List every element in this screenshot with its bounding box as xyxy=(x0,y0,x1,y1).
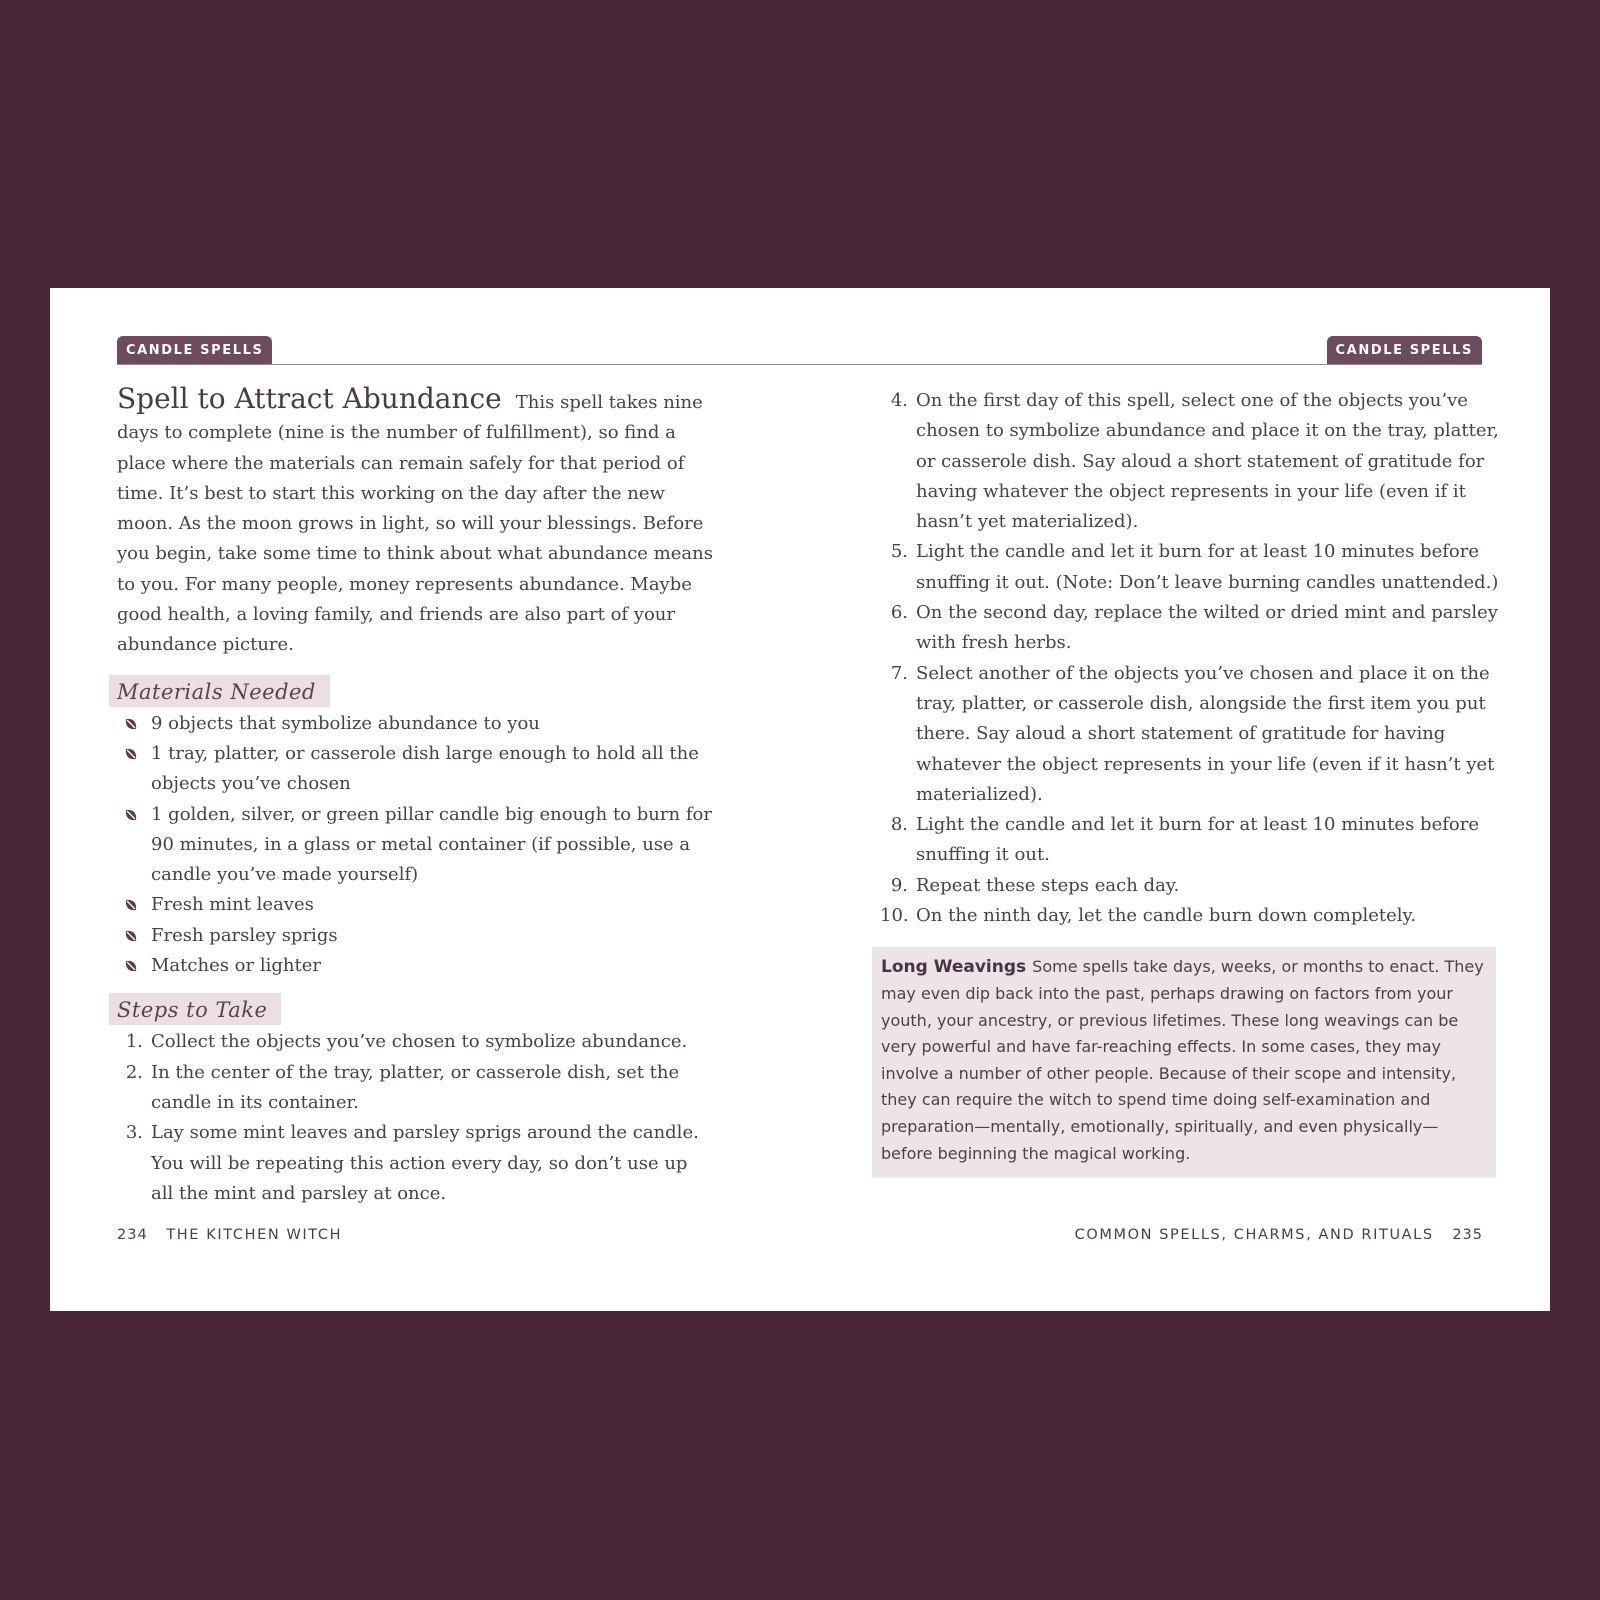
footer-left xyxy=(117,1227,342,1243)
step-number: 8. xyxy=(890,814,908,836)
leaf-icon xyxy=(124,929,138,943)
leaf-icon xyxy=(124,959,138,973)
step-number: 5. xyxy=(890,541,908,563)
list-item: Fresh parsley sprigs xyxy=(117,921,714,951)
step-item: 3. Lay some mint leaves and parsley sprigs around the candle. You will be repeating this action every day, so don’t use up all the mint and parsley at once. xyxy=(117,1118,714,1209)
header-rule xyxy=(117,364,1482,365)
leaf-icon xyxy=(124,898,138,912)
steps-list-right xyxy=(880,386,1520,931)
footer-right xyxy=(1075,1227,1483,1243)
leaf-icon xyxy=(124,747,138,761)
list-item: Fresh mint leaves xyxy=(117,890,714,920)
step-item: 6. On the second day, replace the wilted or dried mint and parsley with fresh herbs. xyxy=(880,598,1520,659)
step-number: 2. xyxy=(125,1061,143,1083)
section-tab-left: CANDLE SPELLS xyxy=(117,336,272,365)
step-item: 2. In the center of the tray, platter, or casserole dish, set the candle in its container. xyxy=(117,1058,714,1119)
sidebar-text: Some spells take days, weeks, or months to enact. They may even dip back into the past, perhaps drawing on factors from your youth, your ancestry, or previous lifetimes. These long weavings can be very powerful and have far-reaching effects. In some cases, they may involve a number of other people. Because of their scope and intensity, they can require the witch to spend time doing self-examination and preparation—mentally, emotionally, spiritually, and even physically—before beginning the magical working. xyxy=(881,957,1484,1163)
section-tab-right: CANDLE SPELLS xyxy=(1327,336,1482,365)
intro-text: This spell takes nine days to complete (nine is the number of fulfillment), so find a place where the materials can remain safely for that period of time. It’s best to start this working on the day after the new moon. As the moon grows in light, so will your blessings. Before you begin, take some time to think about what abundance means to you. For many people, money represents abundance. Maybe good health, a loving family, and friends are also part of your abundance picture. xyxy=(117,392,713,656)
leaf-icon xyxy=(124,717,138,731)
step-number: 3. xyxy=(125,1122,143,1144)
steps-heading: Steps to Take xyxy=(109,993,281,1025)
steps-list-left xyxy=(117,1027,714,1209)
step-item: 8. Light the candle and let it burn for at least 10 minutes before snuffing it out. xyxy=(880,810,1520,871)
list-item: Matches or lighter xyxy=(117,951,714,981)
step-number: 4. xyxy=(890,390,908,411)
step-item: 5. Light the candle and let it burn for at least 10 minutes before snuffing it out. (Note: Don’t leave burning candles unattended.) xyxy=(880,537,1520,598)
right-page-column xyxy=(880,384,1520,1178)
book-spread xyxy=(50,288,1550,1311)
list-item: 1 golden, silver, or green pillar candle big enough to burn for 90 minutes, in a glass or metal container (if possible, use a candle you’ve made yourself) xyxy=(117,800,714,891)
step-number: 6. xyxy=(890,602,908,624)
materials-list xyxy=(117,709,714,982)
list-item: 1 tray, platter, or casserole dish large enough to hold all the objects you’ve chosen xyxy=(117,739,714,800)
book-title: THE KITCHEN WITCH xyxy=(166,1227,343,1243)
step-number: 1. xyxy=(125,1031,143,1053)
step-item: 9. Repeat these steps each day. xyxy=(880,871,1520,901)
sidebar-box xyxy=(872,947,1496,1178)
sidebar-title: Long Weavings xyxy=(881,957,1027,978)
step-number: 9. xyxy=(890,874,908,896)
step-item: 1. Collect the objects you’ve chosen to symbolize abundance. xyxy=(117,1027,714,1057)
step-item: 7. Select another of the objects you’ve chosen and place it on the tray, platter, or casserole dish, alongside the first item you put there. Say aloud a short statement of gratitude for having whatever the object represents in your life (even if it hasn’t yet materialized). xyxy=(880,659,1520,810)
step-item: 4. On the first day of this spell, select one of the objects you’ve chosen to symbolize abundance and place it on the tray, platter, or casserole dish. Say aloud a short statement of gratitude for having whatever the object represents in your life (even if it hasn’t yet materialized). xyxy=(880,386,1520,537)
page-number-right: 235 xyxy=(1452,1227,1483,1243)
chapter-title: COMMON SPELLS, CHARMS, AND RITUALS xyxy=(1074,1227,1434,1243)
spell-title: Spell to Attract Abundance xyxy=(117,382,502,415)
page-number-left: 234 xyxy=(117,1227,148,1243)
intro-paragraph xyxy=(117,384,714,661)
materials-heading: Materials Needed xyxy=(109,675,330,707)
left-page-column xyxy=(117,384,714,1209)
list-item: 9 objects that symbolize abundance to you xyxy=(117,709,714,739)
step-item: 10. On the ninth day, let the candle burn down completely. xyxy=(880,901,1520,931)
step-number: 10. xyxy=(880,905,909,927)
step-number: 7. xyxy=(890,662,908,684)
leaf-icon xyxy=(124,808,138,822)
